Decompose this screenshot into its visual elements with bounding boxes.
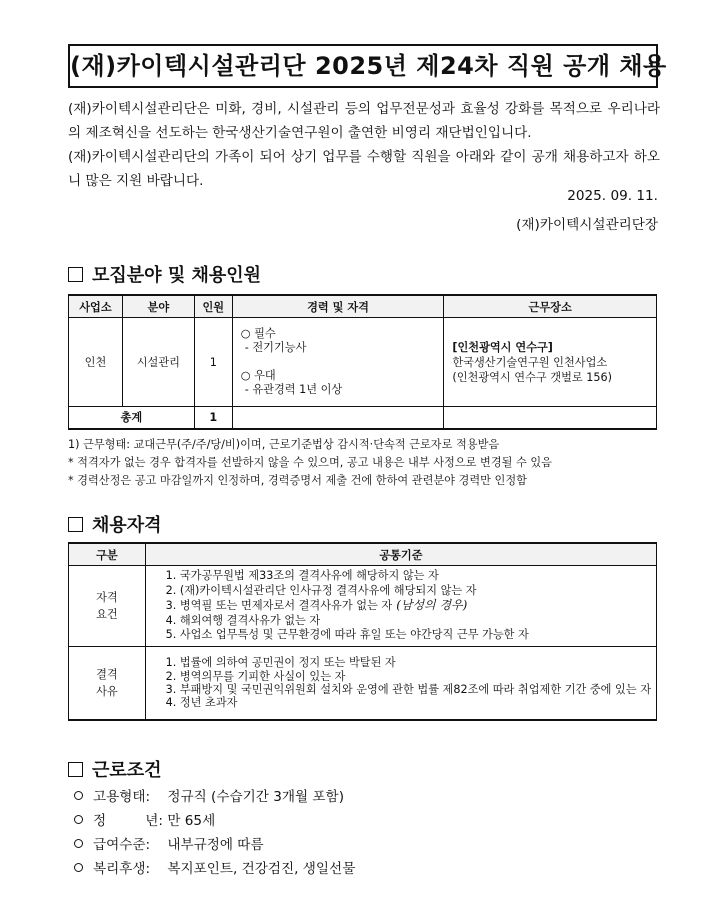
cell-disqualification-category: 결격 사유: [69, 646, 146, 720]
section-heading-eligibility: 채용자격: [68, 511, 162, 537]
preferred-label: ○ 우대: [240, 368, 276, 382]
header-common-criteria: 공통기준: [145, 543, 656, 566]
list-item: 2. (재)카이텍시설관리단 인사규정 결격사유에 해당되지 않는 자: [180, 584, 652, 599]
header-count: 인원: [194, 295, 232, 318]
note-2: * 적격자가 없는 경우 합격자를 선발하지 않을 수 있으며, 공고 내용은 내부 사정으로 변경될 수 있음: [68, 456, 552, 469]
header-workplace: 근무장소: [444, 295, 657, 318]
section-heading-working-conditions: 근로조건: [68, 756, 162, 782]
eligibility-table: [68, 542, 657, 721]
note-1: 1) 근무형태: 교대근무(주/주/당/비)이며, 근로기준법상 감시적·단속적 근로자로 적용받음: [68, 438, 500, 451]
preferred-item: - 유관경력 1년 이상: [244, 383, 343, 396]
section-heading-recruitment: 모집분야 및 채용인원: [68, 261, 261, 287]
cell-field: 시설관리: [122, 318, 194, 407]
square-bullet-icon: [68, 762, 83, 777]
header-field: 분야: [122, 295, 194, 318]
posting-date: 2025. 09. 11.: [567, 188, 658, 204]
cell-workplace: [444, 318, 657, 407]
intro-text: [68, 97, 660, 193]
total-count: 1: [194, 407, 232, 429]
note-3: * 경력산정은 공고 마감일까지 인정하며, 경력증명서 제출 건에 한하여 관련분야 경력만 인정함: [68, 474, 527, 487]
circle-bullet-icon: [74, 815, 83, 824]
list-item: 4. 정년 초과자: [180, 696, 652, 709]
list-item: 3. 부패방지 및 국민권익위원회 설치와 운영에 관한 법률 제82조에 따라 취업제한 기간 중에 있는 자: [180, 683, 652, 696]
cell-count: 1: [194, 318, 232, 407]
header-office: 사업소: [69, 295, 123, 318]
square-bullet-icon: [68, 517, 83, 532]
list-item: 4. 해외여행 결격사유가 없는 자: [180, 614, 652, 629]
table-row: [69, 646, 657, 720]
page-title: (재)카이텍시설관리단 2025년 제24차 직원 공개 채용: [68, 44, 658, 88]
workplace-address: (인천광역시 연수구 갯벌로 156): [452, 370, 612, 384]
recruitment-table: [68, 294, 657, 430]
handwritten-note: (남성의 경우): [396, 598, 468, 612]
list-item: 급여수준: 내부규정에 따름: [74, 833, 355, 857]
cell-qualification: [232, 318, 444, 407]
list-item: 3. 병역필 또는 면제자로서 결격사유가 없는 자 (남성의 경우): [180, 598, 652, 614]
recruitment-notes: [68, 436, 552, 490]
requirements-list: [150, 566, 652, 646]
intro-paragraph-2: (재)카이텍시설관리단의 가족이 되어 상기 업무를 수행할 직원을 아래와 같이 공개 채용하고자 하오니 많은 지원 바랍니다.: [68, 149, 660, 189]
cell-disqualifications: [145, 646, 656, 720]
header-qualification: 경력 및 자격: [232, 295, 444, 318]
cell-requirements: [145, 566, 656, 647]
list-item: 1. 법률에 의하여 공민권이 정지 또는 박탈된 자: [180, 656, 652, 669]
circle-bullet-icon: [74, 839, 83, 848]
table-header-row: [69, 295, 657, 318]
disqualification-list: [150, 653, 652, 712]
workplace-site: 한국생산기술연구원 인천사업소: [452, 355, 608, 369]
circle-bullet-icon: [74, 791, 83, 800]
required-item: - 전기기능사: [244, 341, 307, 354]
list-item: 5. 사업소 업무특성 및 근무환경에 따라 휴일 또는 야간당직 근무 가능한 자: [180, 628, 652, 643]
required-label: ○ 필수: [240, 326, 276, 340]
table-header-row: [69, 543, 657, 566]
table-row: [69, 566, 657, 647]
list-item: 2. 병역의무를 기피한 사실이 있는 자: [180, 670, 652, 683]
list-item: 1. 국가공무원법 제33조의 결격사유에 해당하지 않는 자: [180, 569, 652, 584]
square-bullet-icon: [68, 267, 83, 282]
issuer-name: (재)카이텍시설관리단장: [516, 217, 658, 233]
circle-bullet-icon: [74, 863, 83, 872]
list-item: 복리후생: 복지포인트, 건강검진, 생일선물: [74, 857, 355, 881]
cell-requirements-category: 자격 요건: [69, 566, 146, 647]
total-row: [69, 407, 657, 429]
working-conditions-list: [74, 785, 355, 881]
table-row: [69, 318, 657, 407]
list-item: 정 년: 만 65세: [74, 809, 355, 833]
header-category: 구분: [69, 543, 146, 566]
total-label: 총계: [69, 407, 195, 429]
workplace-region: [인천광역시 연수구]: [452, 340, 553, 354]
intro-paragraph-1: (재)카이텍시설관리단은 미화, 경비, 시설관리 등의 업무전문성과 효율성 강화를 목적으로 우리나라의 제조혁신을 선도하는 한국생산기술연구원이 출연한 비영리 재단법인입니다.: [68, 101, 660, 141]
cell-office: 인천: [69, 318, 123, 407]
list-item: 고용형태: 정규직 (수습기간 3개월 포함): [74, 785, 355, 809]
